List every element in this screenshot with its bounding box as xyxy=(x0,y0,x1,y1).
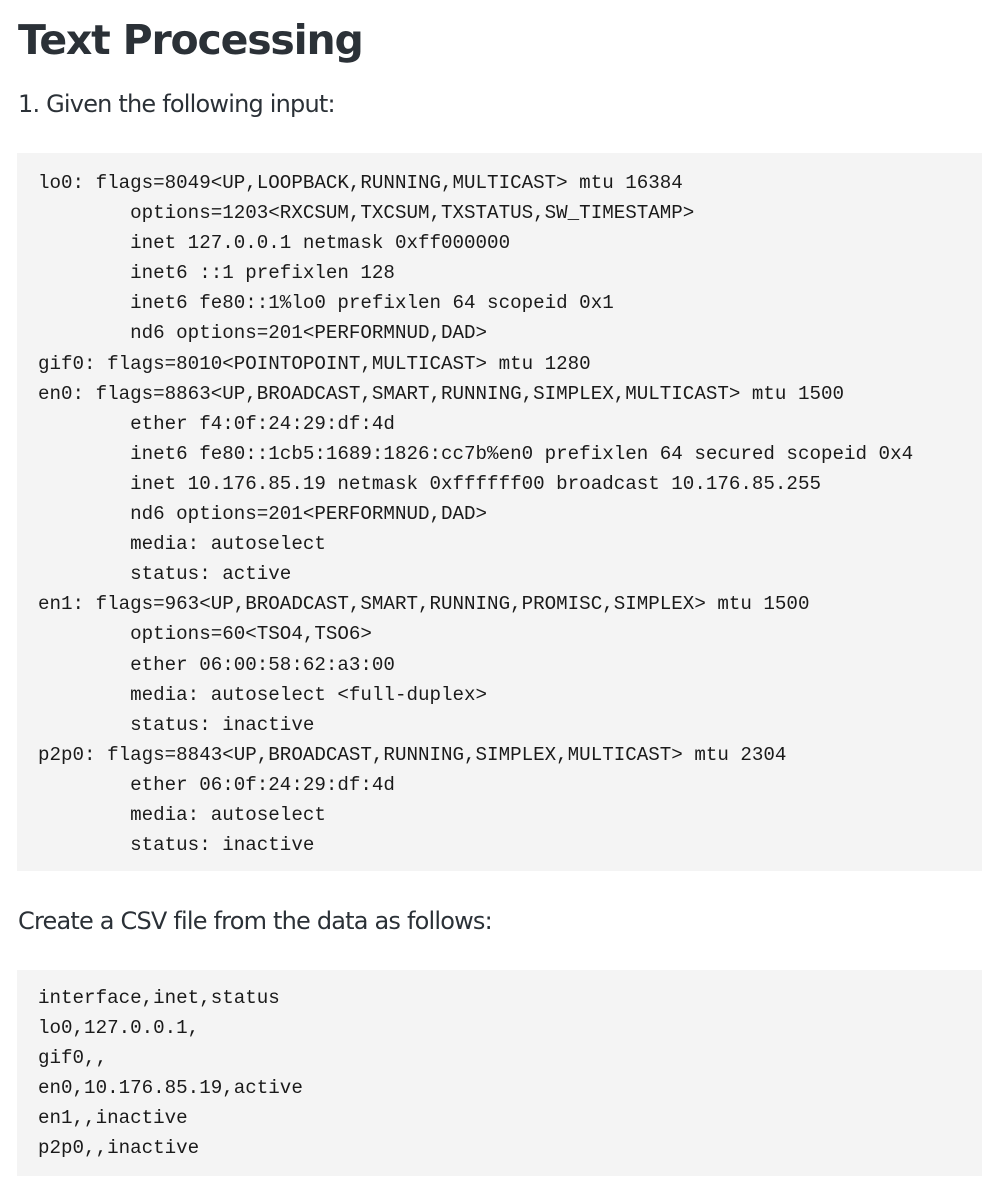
code-line: status: inactive xyxy=(38,713,315,736)
step-1-instruction: 1. Given the following input: xyxy=(18,90,335,118)
csv-code-block xyxy=(17,970,982,1176)
code-line: nd6 options=201<PERFORMNUD,DAD> xyxy=(38,503,488,526)
csv-line: en0,10.176.85.19,active xyxy=(38,1077,303,1100)
code-line: inet 10.176.85.19 netmask 0xffffff00 broadcast 10.176.85.255 xyxy=(38,472,821,495)
csv-line: gif0,, xyxy=(38,1047,108,1070)
code-line: inet 127.0.0.1 netmask 0xff000000 xyxy=(38,232,511,255)
code-line: lo0: flags=8049<UP,LOOPBACK,RUNNING,MULTICAST> mtu 16384 xyxy=(38,172,683,194)
csv-line: p2p0,,inactive xyxy=(38,1137,200,1160)
code-line: gif0: flags=8010<POINTOPOINT,MULTICAST> mtu 1280 xyxy=(38,352,591,375)
input-code-block xyxy=(17,153,982,871)
code-line: ether 06:0f:24:29:df:4d xyxy=(38,773,395,796)
code-line: media: autoselect xyxy=(38,803,326,826)
code-line: inet6 ::1 prefixlen 128 xyxy=(38,262,395,285)
code-line: options=1203<RXCSUM,TXCSUM,TXSTATUS,SW_TIMESTAMP> xyxy=(38,202,695,225)
code-line: options=60<TSO4,TSO6> xyxy=(38,623,372,646)
code-line: inet6 fe80::1%lo0 prefixlen 64 scopeid 0x1 xyxy=(38,292,614,315)
code-line: ether 06:00:58:62:a3:00 xyxy=(38,653,395,676)
code-line: inet6 fe80::1cb5:1689:1826:cc7b%en0 prefixlen 64 secured scopeid 0x4 xyxy=(38,442,914,465)
csv-line: interface,inet,status xyxy=(38,987,280,1009)
code-line: media: autoselect xyxy=(38,533,326,556)
code-line: p2p0: flags=8843<UP,BROADCAST,RUNNING,SIMPLEX,MULTICAST> mtu 2304 xyxy=(38,743,787,766)
code-line: nd6 options=201<PERFORMNUD,DAD> xyxy=(38,322,488,345)
code-line: ether f4:0f:24:29:df:4d xyxy=(38,412,395,435)
code-line: en0: flags=8863<UP,BROADCAST,SMART,RUNNING,SIMPLEX,MULTICAST> mtu 1500 xyxy=(38,382,845,405)
csv-line: en1,,inactive xyxy=(38,1107,188,1130)
step-2-instruction: Create a CSV file from the data as follows: xyxy=(18,907,492,935)
csv-line: lo0,127.0.0.1, xyxy=(38,1017,200,1040)
code-line: en1: flags=963<UP,BROADCAST,SMART,RUNNING,PROMISC,SIMPLEX> mtu 1500 xyxy=(38,593,810,616)
code-line: media: autoselect <full-duplex> xyxy=(38,683,488,706)
code-line: status: active xyxy=(38,563,292,586)
code-line: status: inactive xyxy=(38,834,315,857)
page-title: Text Processing xyxy=(18,16,363,64)
